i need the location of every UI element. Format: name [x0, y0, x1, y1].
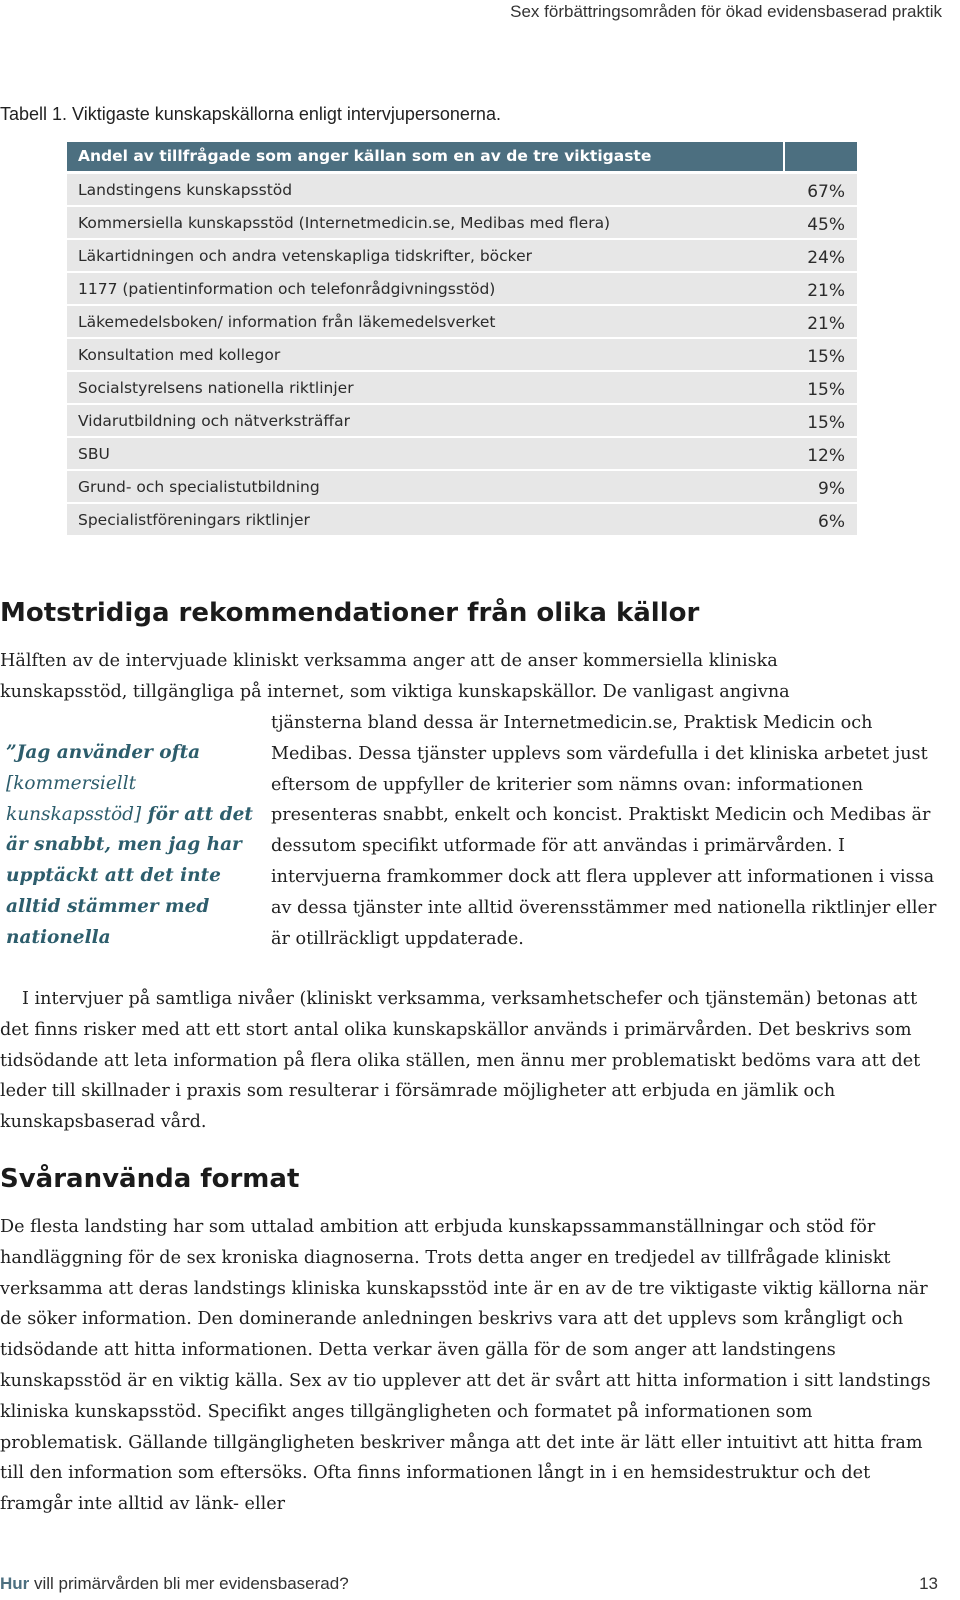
- source-share: 67%: [807, 182, 845, 202]
- source-share: 15%: [807, 413, 845, 433]
- page-number: 13: [919, 1574, 938, 1593]
- source-label: Vidarutbildning och nätverksträffar: [78, 411, 350, 430]
- source-share: 15%: [807, 380, 845, 400]
- source-share: 6%: [818, 512, 845, 532]
- table-body: [67, 174, 857, 535]
- source-label: SBU: [78, 444, 110, 463]
- source-share: 9%: [818, 479, 845, 499]
- table-caption: Tabell 1. Viktigaste kunskapskällorna enligt intervjupersonerna.: [0, 104, 501, 124]
- section-heading: Svåranvända format: [0, 1164, 300, 1194]
- source-label: 1177 (patientinformation och telefonrådgivningsstöd): [78, 279, 496, 298]
- table-row: [67, 471, 857, 502]
- source-label: Konsultation med kollegor: [78, 345, 281, 364]
- paragraph: I intervjuer på samtliga nivåer (kliniskt verksamma, verksamhetschefer och tjänstemän) betonas att det finns risker med att ett stort antal olika kunskapskällor används i primärvården. Det beskrivs som tidsödande att leta information på flera olika ställen, men ännu mer problematiskt bedöms vara att det leder till skillnader i praxis som resulterar i försämrade möjligheter att erbjuda en jämlik och kunskapsbaserad vård.: [0, 989, 921, 1133]
- source-label: Grund- och specialistutbildning: [78, 477, 320, 496]
- source-label: Landstingens kunskapsstöd: [78, 180, 293, 199]
- source-label: Socialstyrelsens nationella riktlinjer: [78, 378, 354, 397]
- running-header: Sex förbättringsområden för ökad evidensbaserad praktik: [510, 2, 942, 21]
- footer-title-accent: Hur: [0, 1574, 30, 1593]
- source-label: Läkemedelsboken/ information från läkemedelsverket: [78, 312, 496, 331]
- table-row: [67, 207, 857, 238]
- pull-quote-part: ”Jag använder ofta: [6, 742, 201, 763]
- table-row: [67, 174, 857, 205]
- source-share: 15%: [807, 347, 845, 367]
- paragraph: De flesta landsting har som uttalad ambition att erbjuda kunskapssammanställningar och stöd för handläggning för de sex kroniska diagnoserna. Trots detta anger en tredjedel av tillfrågade kliniskt verksamma att deras landstings kliniska kunskapsstöd inte är en av de tre viktigaste viktig källorna när de söker information. Den dominerande anledningen beskrivs vara att det upplevs som krångligt och tidsödande att hitta informationen. Detta verkar även gälla för de som anger att landstingens kunskapsstöd är en viktig källa. Sex av tio upplever att det är svårt att hitta information i sitt landstings kliniska kunskapsstöd. Specifikt anges tillgängligheten och formatet på informationen som problematisk. Gällande tillgängligheten beskriver många att det inte är lätt eller intuitivt att hitta fram till den information som eftersöks. Ofta finns informationen långt in i en hemsidestruktur och det framgår inte alltid av länk- eller: [0, 1217, 931, 1515]
- source-label: Specialistföreningars riktlinjer: [78, 510, 310, 529]
- source-share: 45%: [807, 215, 845, 235]
- table-row: [67, 273, 857, 304]
- footer-title: [0, 1574, 349, 1594]
- source-share: 21%: [807, 281, 845, 301]
- source-share: 12%: [807, 446, 845, 466]
- table-header-value-cell: [785, 142, 857, 171]
- table-row: [67, 306, 857, 337]
- source-share: 21%: [807, 314, 845, 334]
- section-heading: Motstridiga rekommendationer från olika källor: [0, 598, 700, 628]
- source-share: 24%: [807, 248, 845, 268]
- source-label: Kommersiella kunskapsstöd (Internetmedicin.se, Medibas med flera): [78, 213, 611, 232]
- pull-quote: [6, 738, 256, 954]
- pull-quote-part: för att det är snabbt, men jag har upptäckt att det inte alltid stämmer med nationella: [6, 803, 253, 948]
- footer-title-text: vill primärvården bli mer evidensbaserad?: [29, 1574, 349, 1593]
- paragraph-line: Hälften av de intervjuade kliniskt verksamma anger att de anser kommersiella kliniska: [0, 651, 778, 671]
- table-header-row: [67, 142, 857, 172]
- sources-table: [67, 142, 857, 535]
- table-row: [67, 405, 857, 436]
- table-row: [67, 240, 857, 271]
- table-header-label: Andel av tillfrågade som anger källan som en av de tre viktigaste: [67, 142, 785, 171]
- table-row: [67, 339, 857, 370]
- paragraph-wrapped: tjänsterna bland dessa är Internetmedicin.se, Praktisk Medicin och Medibas. Dessa tjänster upplevs som värdefulla i det kliniska arbetet just eftersom de uppfyller de kriterier som nämns ovan: informationen presenteras snabbt, enkelt och koncist. Praktiskt Medicin och Medibas är dessutom specifikt utformade för att användas i primärvården. I intervjuerna framkommer dock att flera upplever att informationen i vissa av dessa tjänster inte alltid överensstämmer med nationella riktlinjer eller är otillräckligt uppdaterade.: [271, 713, 937, 949]
- source-label: Läkartidningen och andra vetenskapliga tidskrifter, böcker: [78, 246, 533, 265]
- table-row: [67, 504, 857, 535]
- pull-quote-bracket: [kommersiellt kunskapsstöd]: [6, 772, 142, 825]
- paragraph-line: kunskapsstöd, tillgängliga på internet, som viktiga kunskapskällor. De vanligast angivna: [0, 682, 790, 702]
- table-row: [67, 372, 857, 403]
- table-row: [67, 438, 857, 469]
